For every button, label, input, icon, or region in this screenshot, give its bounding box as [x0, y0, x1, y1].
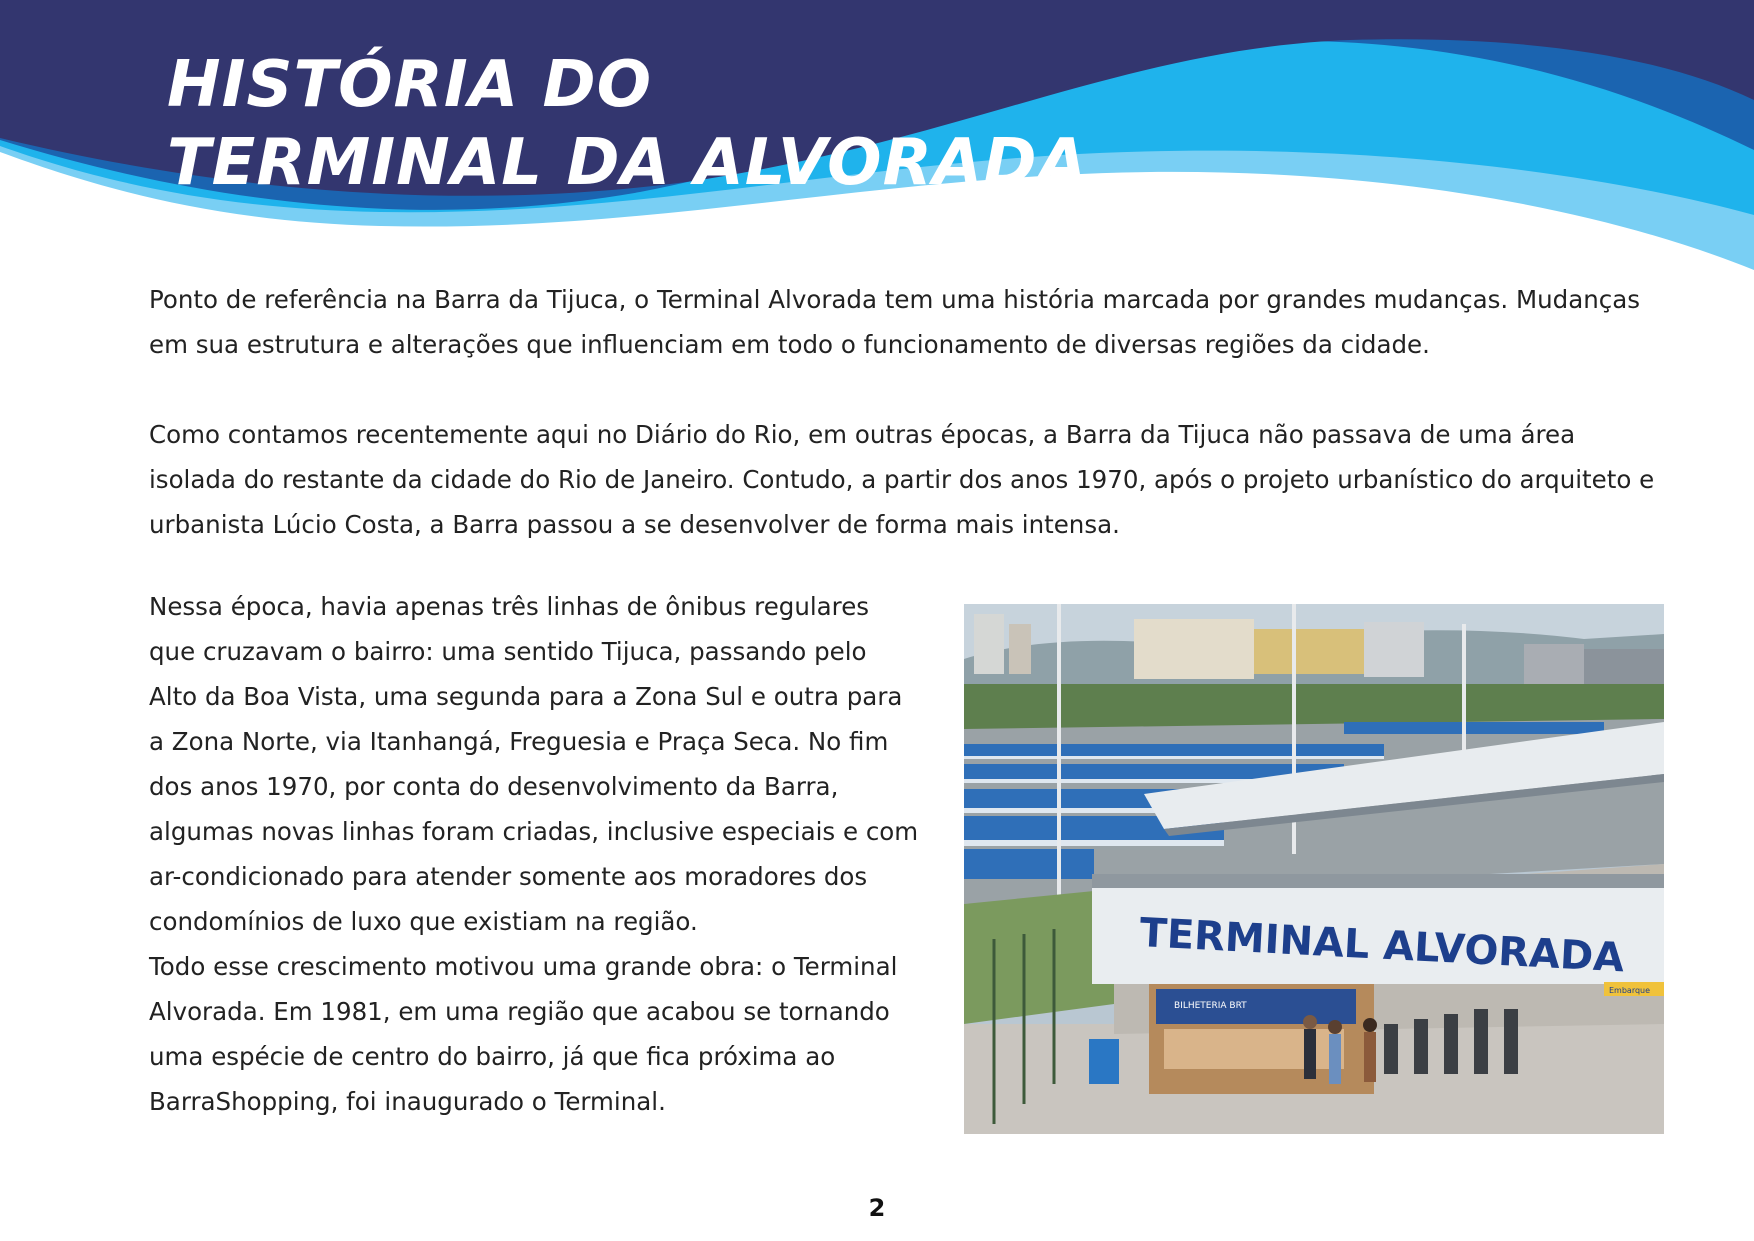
page-title	[167, 46, 1088, 202]
ticket-booth-text: BILHETERIA BRT	[1174, 1001, 1247, 1011]
paragraph-inauguration: Todo esse crescimento motivou uma grande obra: o Terminal Alvorada. Em 1981, em uma região que acabou se tornando uma espécie de centro do bairro, já que fica próxima ao BarraShopping, foi inaugurado o Terminal.	[149, 952, 898, 1116]
title-line-1: HISTÓRIA DO	[167, 48, 652, 122]
terminal-sign-text: TERMINAL ALVORADA	[1138, 910, 1626, 982]
platform-sign-text: Embarque	[1609, 986, 1651, 995]
paragraph-history: Como contamos recentemente aqui no Diário do Rio, em outras épocas, a Barra da Tijuca não passava de uma área isolada do restante da cidade do Rio de Janeiro. Contudo, a partir dos anos 1970, após o projeto urbanístico do arquiteto e urbanista Lúcio Costa, a Barra passou a se desenvolver de forma mais intensa.	[149, 420, 1655, 539]
paragraph-group-bus-lines	[149, 584, 919, 1124]
title-line-2: TERMINAL DA ALVORADA	[167, 126, 1089, 200]
terminal-photo	[964, 604, 1664, 1134]
paragraph-bus-lines: Nessa época, havia apenas três linhas de ônibus regulares que cruzavam o bairro: uma sentido Tijuca, passando pelo Alto da Boa Vista, uma segunda para a Zona Sul e outra para a Zona Norte, via Itanhangá, Freguesia e Praça Seca. No fim dos anos 1970, por conta do desenvolvimento da Barra, algumas novas linhas foram criadas, inclusive especiais e com ar-condicionado para atender somente aos moradores dos condomínios de luxo que existiam na região.	[149, 592, 919, 936]
page-number: 2	[868, 1194, 886, 1222]
paragraph-intro: Ponto de referência na Barra da Tijuca, o Terminal Alvorada tem uma história marcada por grandes mudanças. Mudanças em sua estrutura e alterações que influenciam em todo o funcionamento de diversas regiões da cidade.	[149, 285, 1640, 359]
